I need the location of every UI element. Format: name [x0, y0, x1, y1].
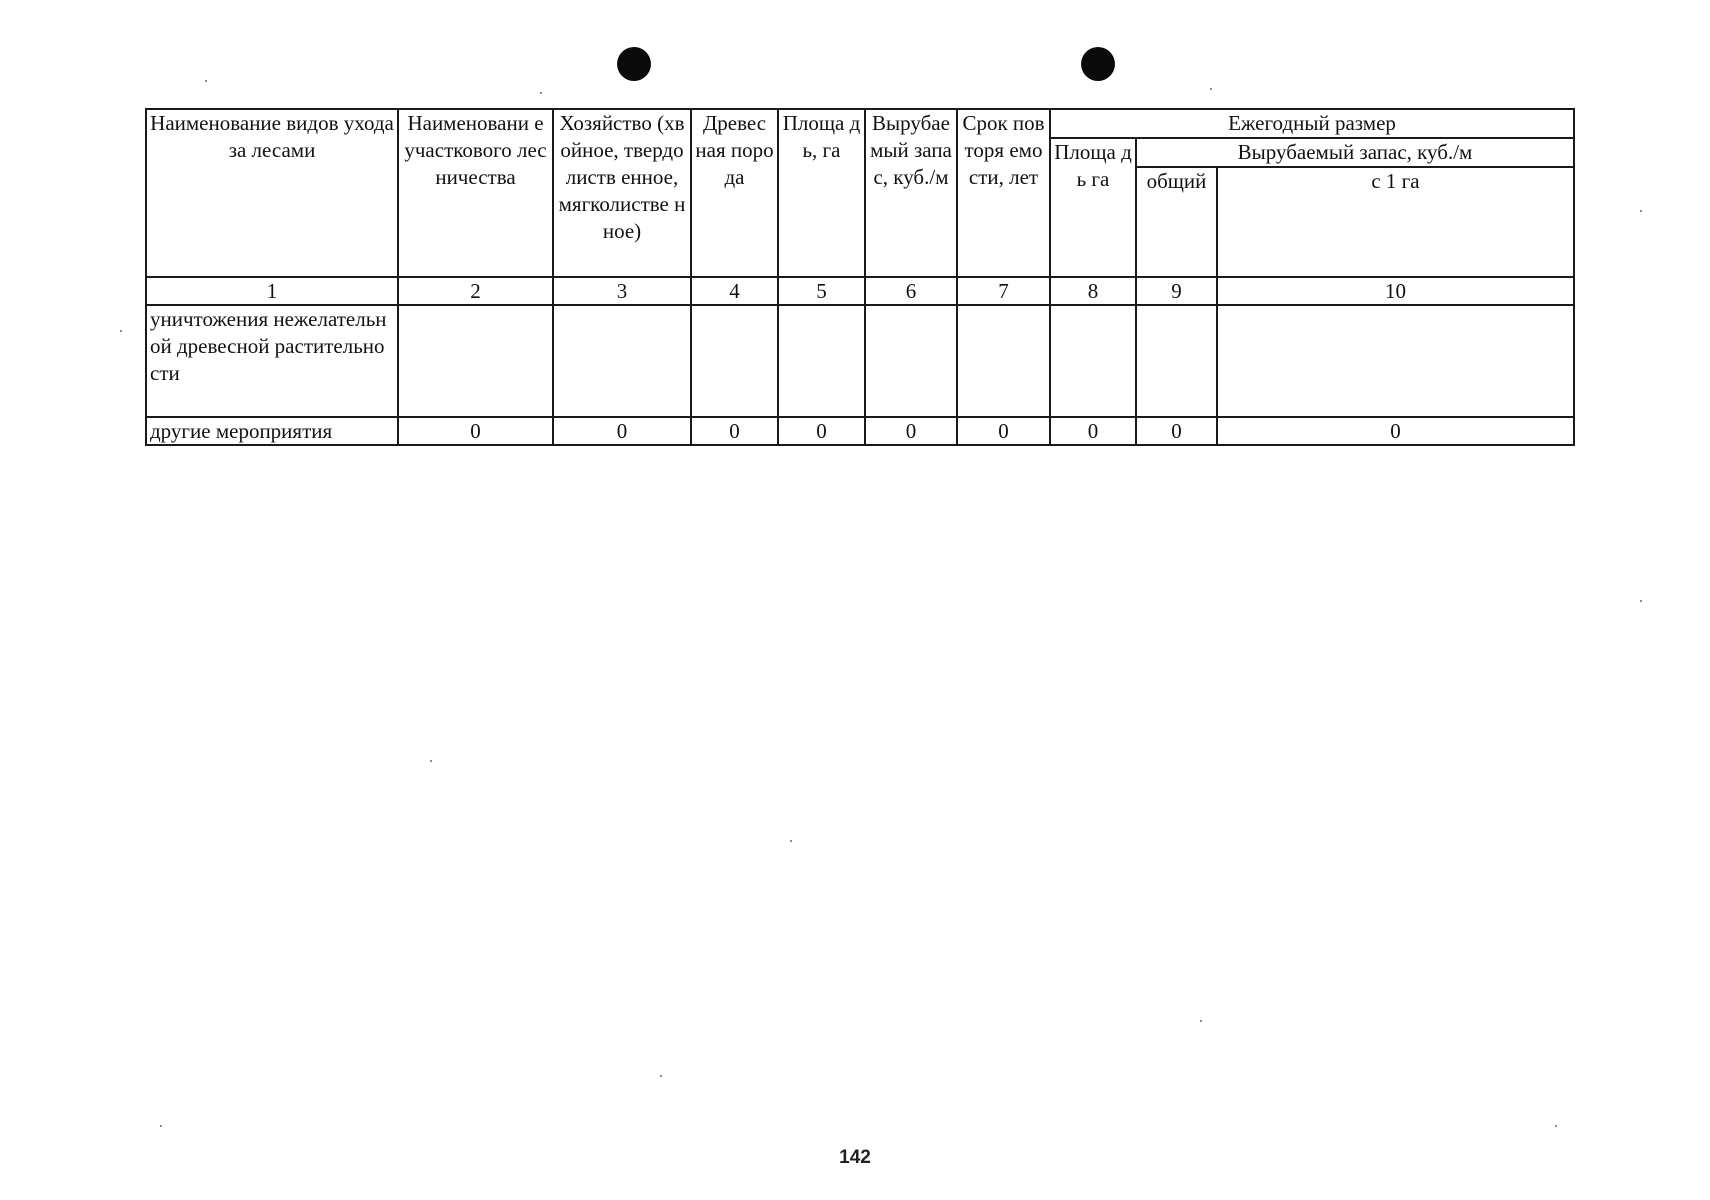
table-cell — [1217, 305, 1574, 417]
header-stock-per-ha: с 1 га — [1217, 167, 1574, 277]
header-harvested-stock: Вырубаемый запас, куб./м — [865, 109, 957, 277]
punch-hole-left — [617, 47, 651, 81]
row-name: уничтожения нежелательной древесной растительности — [146, 305, 398, 417]
table-cell — [1050, 305, 1136, 417]
punch-hole-right — [1081, 47, 1115, 81]
header-annual-area: Площа дь га — [1050, 138, 1136, 277]
page-number: 142 — [839, 1147, 871, 1168]
table-cell — [1136, 305, 1217, 417]
table-cell: 0 — [1136, 417, 1217, 445]
table-cell — [865, 305, 957, 417]
table-cell: 0 — [778, 417, 865, 445]
header-stock-total: общий — [1136, 167, 1217, 277]
column-number: 3 — [553, 277, 691, 305]
column-number: 1 — [146, 277, 398, 305]
column-number: 4 — [691, 277, 778, 305]
scan-speck — [1640, 210, 1642, 212]
column-number-row — [146, 277, 1574, 305]
column-number: 6 — [865, 277, 957, 305]
header-annual-size: Ежегодный размер — [1050, 109, 1574, 138]
forest-care-table — [145, 108, 1575, 446]
table-cell: 0 — [398, 417, 553, 445]
column-number: 10 — [1217, 277, 1574, 305]
scan-speck — [790, 840, 792, 842]
header-care-types: Наименование видов ухода за лесами — [146, 109, 398, 277]
scan-speck — [160, 1125, 162, 1127]
scan-speck — [205, 80, 207, 82]
table-cell: 0 — [865, 417, 957, 445]
table-cell — [957, 305, 1050, 417]
scan-speck — [430, 760, 432, 762]
header-economy-type: Хозяйство (хвойное, твердолиств енное, мягколистве нное) — [553, 109, 691, 277]
table-cell: 0 — [691, 417, 778, 445]
row-name: другие мероприятия — [146, 417, 398, 445]
table-cell: 0 — [1050, 417, 1136, 445]
column-number: 8 — [1050, 277, 1136, 305]
column-number: 2 — [398, 277, 553, 305]
scan-speck — [540, 92, 542, 94]
table-row — [146, 305, 1574, 417]
table-cell — [398, 305, 553, 417]
scan-speck — [1200, 1020, 1202, 1022]
scan-speck — [1555, 1125, 1557, 1127]
column-number: 9 — [1136, 277, 1217, 305]
table-cell: 0 — [957, 417, 1050, 445]
table-cell: 0 — [553, 417, 691, 445]
table-cell — [778, 305, 865, 417]
scan-speck — [120, 330, 122, 332]
header-repeat-period: Срок повторя емости, лет — [957, 109, 1050, 277]
table-cell — [553, 305, 691, 417]
column-number: 7 — [957, 277, 1050, 305]
header-annual-stock: Вырубаемый запас, куб./м — [1136, 138, 1574, 167]
scan-speck — [660, 1075, 662, 1077]
table-cell — [691, 305, 778, 417]
column-number: 5 — [778, 277, 865, 305]
header-tree-species: Древес ная порода — [691, 109, 778, 277]
table-row — [146, 417, 1574, 445]
header-forestry-district: Наименовани е участкового лесничества — [398, 109, 553, 277]
header-area: Площа дь, га — [778, 109, 865, 277]
scan-speck — [1640, 600, 1642, 602]
scan-speck — [1210, 88, 1212, 90]
table-cell: 0 — [1217, 417, 1574, 445]
